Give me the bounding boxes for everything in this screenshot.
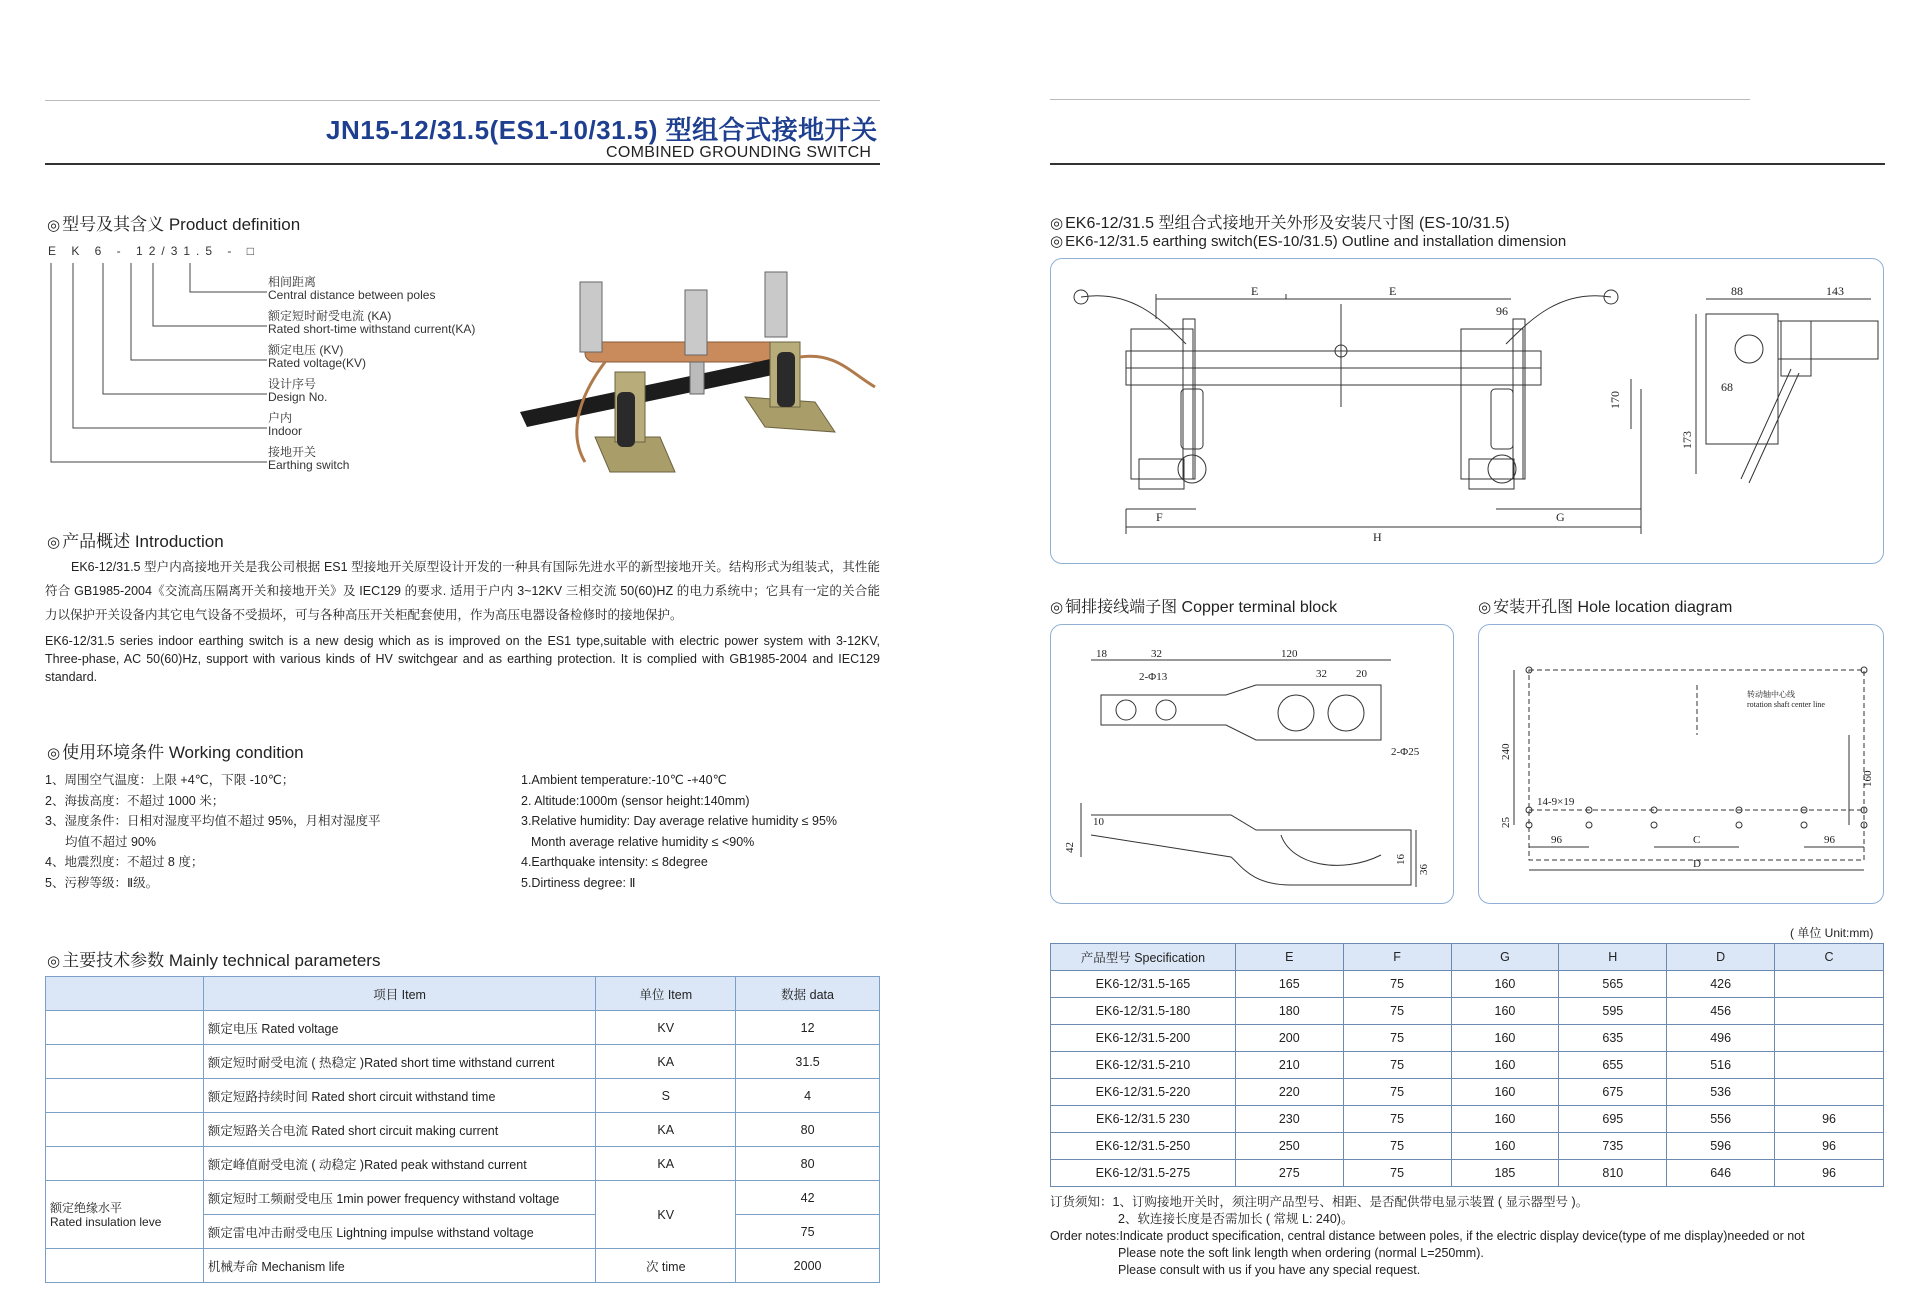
parameter-item: 额定短时工频耐受电压 1min power frequency withstand voltage	[203, 1181, 595, 1215]
spec-cell: 596	[1667, 1133, 1775, 1160]
spec-cell: EK6-12/31.5-200	[1051, 1025, 1236, 1052]
title-rule-left	[45, 163, 880, 165]
dim-160: 160	[1862, 770, 1874, 787]
spec-cell: 160	[1451, 998, 1559, 1025]
spec-cell: 160	[1451, 1052, 1559, 1079]
definition-item-voltage: 额定电压 (KV) Rated voltage(KV)	[268, 343, 367, 370]
hole-drawing	[1479, 625, 1885, 905]
table-row	[46, 1249, 880, 1283]
parameter-unit: KA	[596, 1113, 736, 1147]
spec-cell: 595	[1559, 998, 1667, 1025]
introduction-text-cn: EK6-12/31.5 型户内高接地开关是我公司根据 ES1 型接地开关原型设计开发的一种具有国际先进水平的新型接地开关。结构形式为组装式，其性能符合 GB1985-2004《交流高压隔离开关和接地开关》及 IEC129 的要求. 适用于户内 3~12KV 三相交流 50(60)HZ 的电力系统中；它具有一定的关合能力以保护开关设备内其它电气设备不受损坏，可与各种高压开关柜配套使用，作为高压电器设备检修时的接地保护。	[45, 560, 880, 622]
parameter-unit: S	[596, 1079, 736, 1113]
spec-cell: 675	[1559, 1079, 1667, 1106]
definition-item-poles: 相间距离 Central distance between poles	[268, 275, 436, 302]
spec-header: H	[1559, 944, 1667, 971]
product-photo	[515, 262, 880, 477]
parameter-item: 额定雷电冲击耐受电压 Lightning impulse withstand voltage	[203, 1215, 595, 1249]
hole-heading: ◎ 安装开孔图 Hole location diagram	[1478, 599, 1733, 616]
spec-cell: 655	[1559, 1052, 1667, 1079]
spec-cell: 75	[1343, 1025, 1451, 1052]
dim-96a: 96	[1551, 834, 1562, 846]
spec-cell: 426	[1667, 971, 1775, 998]
unit-note: ( 单位 Unit:mm)	[1790, 926, 1874, 940]
table-row	[1051, 1133, 1884, 1160]
spec-cell: 96	[1775, 1160, 1884, 1187]
table-row	[46, 1011, 880, 1045]
spec-cell: 96	[1775, 1106, 1884, 1133]
outline-heading-en: ◎ EK6-12/31.5 earthing switch(ES-10/31.5) Outline and installation dimension	[1050, 233, 1567, 250]
axis-label-cn: 转动轴中心线	[1747, 690, 1795, 699]
spec-header: 产品型号 Specification	[1051, 944, 1236, 971]
dim-e2: E	[1389, 284, 1397, 298]
dim-e1: E	[1251, 284, 1259, 298]
hole-13: 2-Φ13	[1139, 671, 1168, 683]
dim-88: 88	[1731, 284, 1743, 298]
outline-drawing	[1051, 259, 1885, 565]
parameter-data: 80	[736, 1147, 880, 1181]
parameter-unit: KA	[596, 1045, 736, 1079]
dim-120: 120	[1281, 648, 1298, 660]
spec-cell: EK6-12/31.5-275	[1051, 1160, 1236, 1187]
introduction-heading: ◎ 产品概述 Introduction	[47, 532, 224, 551]
spec-cell: EK6-12/31.5-250	[1051, 1133, 1236, 1160]
introduction-text-en: EK6-12/31.5 series indoor earthing switch is a new desig which as is improved on the ES1 type,suitable with electric power system with 3-12KV, Three-phase, AC 50(60)Hz, support with various kinds of HV switchgear and as earthing protection. It is complied with GB1985-2004 and IEC129 standard.	[45, 634, 880, 684]
table-row	[1051, 1052, 1884, 1079]
outline-drawing-frame	[1050, 258, 1884, 564]
spec-cell: EK6-12/31.5-165	[1051, 971, 1236, 998]
order-notes	[1050, 1194, 1884, 1279]
spec-cell: 810	[1559, 1160, 1667, 1187]
spec-cell: 635	[1559, 1025, 1667, 1052]
spec-cell: 456	[1667, 998, 1775, 1025]
hole-drawing-frame	[1478, 624, 1884, 904]
definition-item-indoor: 户内 Indoor	[268, 411, 303, 438]
dim-32a: 32	[1151, 648, 1162, 660]
dim-d: D	[1693, 858, 1701, 870]
table-row	[46, 1079, 880, 1113]
spec-cell: 275	[1235, 1160, 1343, 1187]
dim-10: 10	[1093, 816, 1104, 828]
order-note-en2: Please note the soft link length when ordering (normal L=250mm).	[1118, 1246, 1484, 1260]
spec-cell: 210	[1235, 1052, 1343, 1079]
spec-cell: EK6-12/31.5 230	[1051, 1106, 1236, 1133]
spec-cell: 165	[1235, 971, 1343, 998]
dim-143: 143	[1826, 284, 1844, 298]
spec-header: F	[1343, 944, 1451, 971]
dim-18: 18	[1096, 648, 1107, 660]
spec-cell: 75	[1343, 971, 1451, 998]
table-row	[46, 1181, 880, 1215]
dim-h: H	[1373, 530, 1382, 544]
parameter-data: 4	[736, 1079, 880, 1113]
definition-item-design: 设计序号 Design No.	[268, 377, 328, 404]
terminal-drawing-frame	[1050, 624, 1454, 904]
table-row	[46, 1045, 880, 1079]
dim-20: 20	[1356, 668, 1367, 680]
definition-item-earthing: 接地开关 Earthing switch	[268, 445, 350, 472]
dim-c: C	[1693, 834, 1701, 846]
table-row	[1051, 1025, 1884, 1052]
order-note-cn1: 订货须知：1、订购接地开关时，须注明产品型号、相距、是否配供带电显示装置 ( 显示器型号 )。	[1050, 1195, 1589, 1209]
parameter-data: 75	[736, 1215, 880, 1249]
slot-label: 14-9×19	[1537, 796, 1575, 808]
dim-g: G	[1556, 510, 1565, 524]
spec-cell	[1775, 971, 1884, 998]
parameter-unit: KA	[596, 1147, 736, 1181]
parameters-header-blank	[46, 977, 204, 1011]
spec-cell: 160	[1451, 971, 1559, 998]
spec-table	[1050, 943, 1884, 1187]
spec-header: C	[1775, 944, 1884, 971]
parameter-item: 额定短路持续时间 Rated short circuit withstand time	[203, 1079, 595, 1113]
parameters-header-data: 数据 data	[736, 977, 880, 1011]
spec-cell	[1775, 1025, 1884, 1052]
parameter-item: 额定短时耐受电流 ( 热稳定 )Rated short time withstand current	[203, 1045, 595, 1079]
model-code-leader-lines	[45, 258, 275, 473]
working-condition-heading: ◎ 使用环境条件 Working condition	[47, 743, 304, 762]
parameter-data: 42	[736, 1181, 880, 1215]
table-row	[1051, 971, 1884, 998]
spec-cell: 220	[1235, 1079, 1343, 1106]
title-rule-right	[1050, 163, 1885, 165]
model-code: E K 6 - 12/31.5 - □	[48, 244, 260, 258]
top-rule-left	[45, 100, 880, 101]
dim-173: 173	[1680, 431, 1694, 449]
spec-cell: 75	[1343, 1052, 1451, 1079]
page-subtitle: COMBINED GROUNDING SWITCH	[606, 144, 872, 161]
spec-cell: 160	[1451, 1133, 1559, 1160]
spec-cell: 75	[1343, 1106, 1451, 1133]
spec-cell: 250	[1235, 1133, 1343, 1160]
table-row	[1051, 1079, 1884, 1106]
spec-cell: EK6-12/31.5-180	[1051, 998, 1236, 1025]
table-row	[1051, 1106, 1884, 1133]
order-note-en1: Order notes:Indicate product specification, central distance between poles, if the electric display device(type of me display)needed or not	[1050, 1229, 1805, 1243]
dim-32b: 32	[1316, 668, 1327, 680]
parameter-data: 80	[736, 1113, 880, 1147]
parameter-item: 额定短路关合电流 Rated short circuit making current	[203, 1113, 595, 1147]
top-rule-right	[1050, 99, 1750, 100]
spec-header: G	[1451, 944, 1559, 971]
page-title: JN15-12/31.5(ES1-10/31.5) 型组合式接地开关	[326, 115, 878, 145]
parameter-item: 额定电压 Rated voltage	[203, 1011, 595, 1045]
spec-cell: EK6-12/31.5-220	[1051, 1079, 1236, 1106]
parameter-unit: 次 time	[596, 1249, 736, 1283]
spec-cell: 160	[1451, 1106, 1559, 1133]
terminal-heading: ◎ 铜排接线端子图 Copper terminal block	[1050, 599, 1338, 616]
dim-16: 16	[1395, 854, 1407, 865]
spec-cell	[1775, 1079, 1884, 1106]
working-condition-cn: 1、周围空气温度：上限 +4℃，下限 -10℃； 2、海拔高度：不超过 1000 米； 3、湿度条件：日相对湿度平均值不超过 95%，月相对湿度平 均值不超过 90% 4、地震烈度：不超过 8 度； 5、污秽等级：Ⅱ级。	[45, 773, 381, 890]
spec-cell: 536	[1667, 1079, 1775, 1106]
parameters-heading: ◎ 主要技术参数 Mainly technical parameters	[47, 951, 381, 970]
parameter-data: 31.5	[736, 1045, 880, 1079]
table-row	[1051, 1160, 1884, 1187]
order-note-cn2: 2、软连接长度是否需加长 ( 常规 L: 240)。	[1118, 1212, 1354, 1226]
dim-96b: 96	[1824, 834, 1835, 846]
dim-68: 68	[1721, 380, 1733, 394]
spec-cell: 75	[1343, 1079, 1451, 1106]
parameters-header-row	[46, 977, 880, 1011]
dim-25: 25	[1500, 817, 1512, 828]
parameter-item: 额定峰值耐受电流 ( 动稳定 )Rated peak withstand current	[203, 1147, 595, 1181]
dim-36: 36	[1418, 864, 1430, 875]
order-note-en3: Please consult with us if you have any special request.	[1118, 1263, 1421, 1277]
spec-cell: 230	[1235, 1106, 1343, 1133]
spec-cell: 180	[1235, 998, 1343, 1025]
insulation-group-label: 额定绝缘水平 Rated insulation leve	[46, 1181, 204, 1249]
spec-cell: 695	[1559, 1106, 1667, 1133]
spec-cell: 496	[1667, 1025, 1775, 1052]
spec-cell	[1775, 998, 1884, 1025]
terminal-drawing	[1051, 625, 1455, 905]
dim-170: 170	[1608, 391, 1622, 409]
outline-heading-cn: ◎ EK6-12/31.5 型组合式接地开关外形及安装尺寸图 (ES-10/31.5)	[1050, 215, 1510, 232]
spec-cell: 516	[1667, 1052, 1775, 1079]
table-row	[46, 1113, 880, 1147]
product-definition-heading: ◎ 型号及其含义 Product definition	[47, 215, 301, 234]
parameter-unit: KV	[596, 1011, 736, 1045]
parameters-header-unit: 单位 Item	[596, 977, 736, 1011]
spec-cell: 75	[1343, 1160, 1451, 1187]
spec-header: E	[1235, 944, 1343, 971]
dim-96: 96	[1496, 304, 1508, 318]
table-row	[46, 1147, 880, 1181]
dim-f: F	[1156, 510, 1163, 524]
spec-cell: 75	[1343, 1133, 1451, 1160]
table-row	[1051, 998, 1884, 1025]
working-condition-en: 1.Ambient temperature:-10℃ -+40℃ 2. Altitude:1000m (sensor height:140mm) 3.Relative humidity: Day average relative humidity ≤ 95% Month average relative humidity ≤ <90% 4.Earthquake intensity: ≤ 8degree 5.Dirtiness degree: Ⅱ	[521, 773, 838, 890]
spec-cell: 75	[1343, 998, 1451, 1025]
parameter-data: 12	[736, 1011, 880, 1045]
spec-cell: 735	[1559, 1133, 1667, 1160]
spec-cell: 185	[1451, 1160, 1559, 1187]
spec-header: D	[1667, 944, 1775, 971]
hole-25: 2-Φ25	[1391, 746, 1420, 758]
spec-cell: 556	[1667, 1106, 1775, 1133]
axis-label-en: rotation shaft center line	[1747, 700, 1825, 709]
spec-cell: 96	[1775, 1133, 1884, 1160]
spec-cell: 200	[1235, 1025, 1343, 1052]
spec-cell: 565	[1559, 971, 1667, 998]
dim-240: 240	[1500, 743, 1512, 760]
parameter-data: 2000	[736, 1249, 880, 1283]
parameter-unit: KV	[596, 1181, 736, 1249]
dim-42: 42	[1064, 842, 1076, 853]
spec-cell: 160	[1451, 1079, 1559, 1106]
parameter-item: 机械寿命 Mechanism life	[203, 1249, 595, 1283]
parameters-header-item: 项目 Item	[203, 977, 595, 1011]
definition-item-current: 额定短时耐受电流 (KA) Rated short-time withstand current(KA)	[268, 309, 476, 336]
spec-cell: 160	[1451, 1025, 1559, 1052]
spec-cell: EK6-12/31.5-210	[1051, 1052, 1236, 1079]
spec-cell	[1775, 1052, 1884, 1079]
spec-cell: 646	[1667, 1160, 1775, 1187]
spec-header-row	[1051, 944, 1884, 971]
parameters-table	[45, 976, 880, 1283]
